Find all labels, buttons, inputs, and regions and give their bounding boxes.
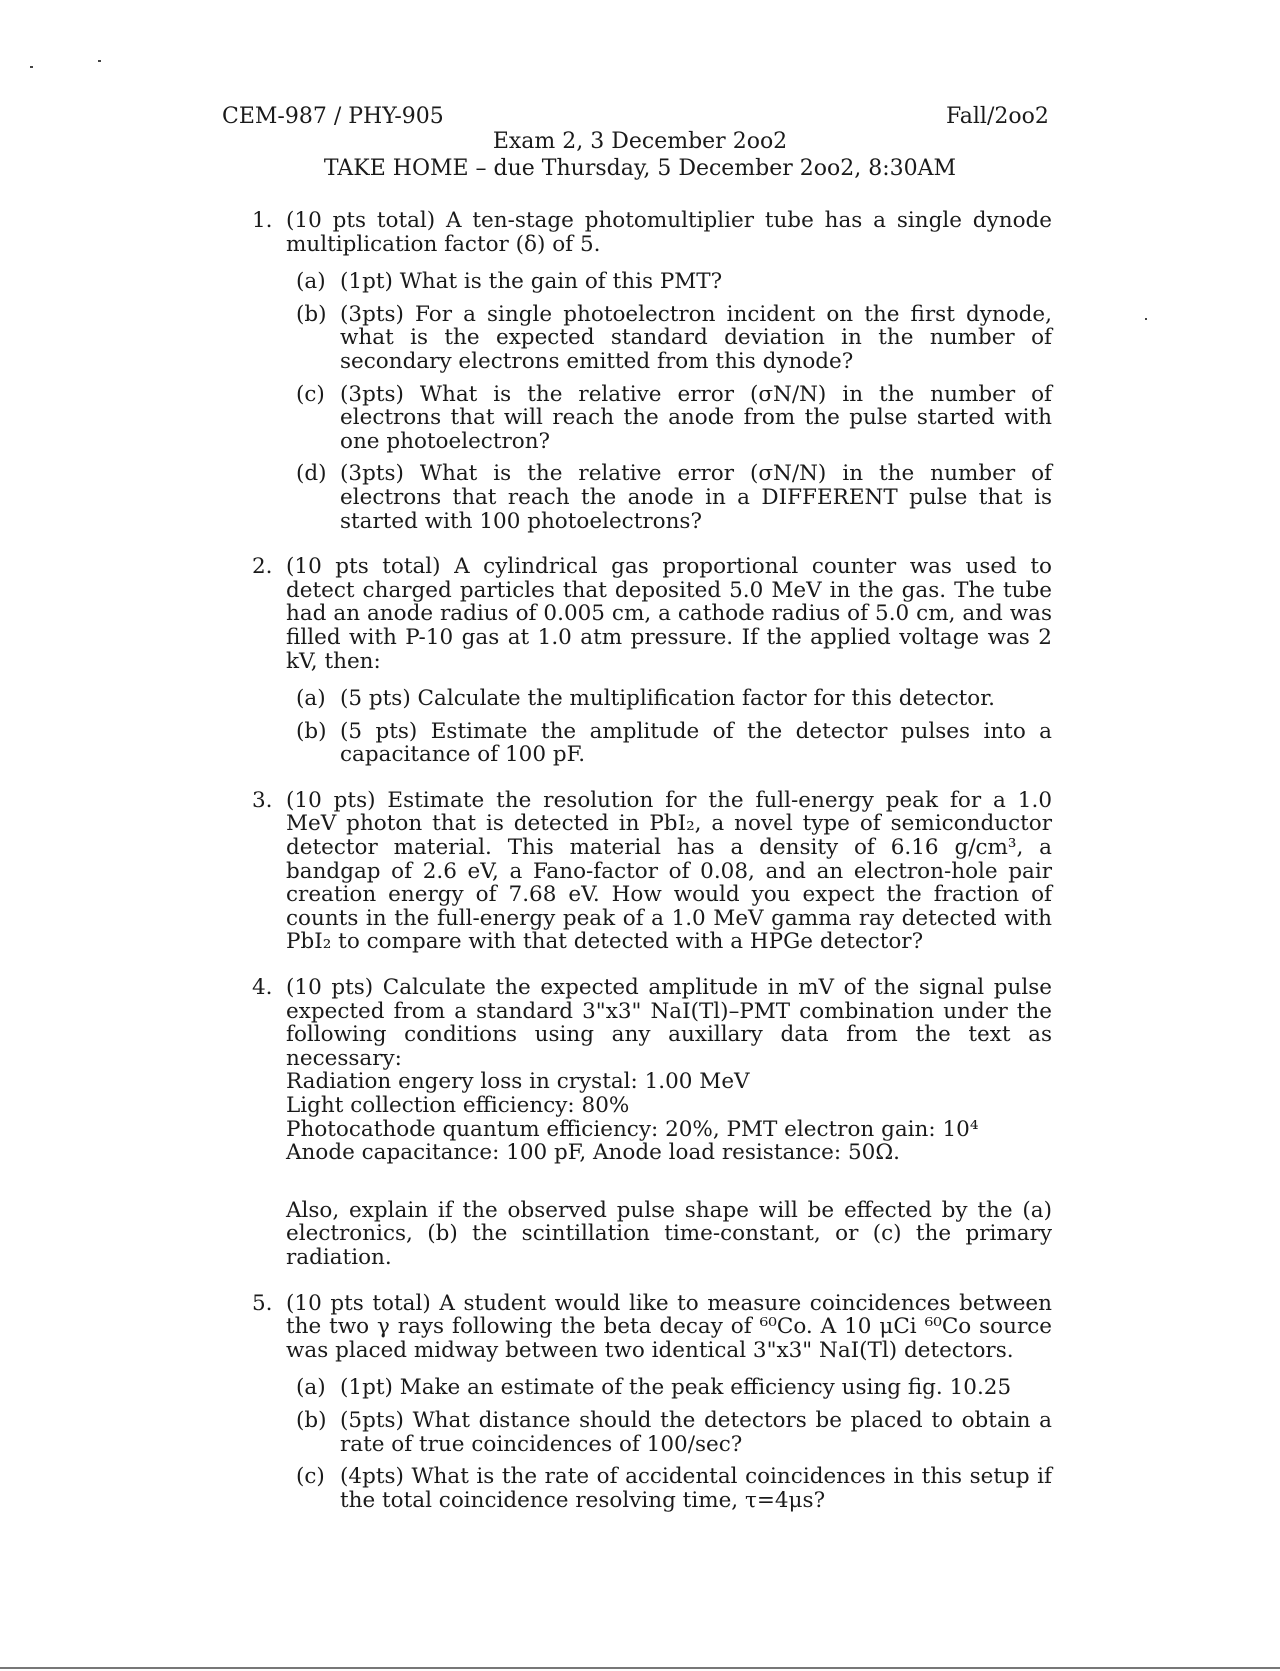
condition-anode: Anode capacitance: 100 pF, Anode load resistance: 50Ω. — [286, 1140, 900, 1166]
problem-text: (10 pts total) A ten-stage photomultiplier tube has a single dynode multiplication factor (δ) of 5. — [286, 208, 1052, 257]
scan-speck — [98, 60, 101, 62]
subquestion-5c — [296, 1465, 1052, 1512]
problem-4 — [252, 976, 1052, 1270]
subquestion-text: (3pts) For a single photoelectron incident on the first dynode, what is the expected standard deviation in the number of secondary electrons emitted from this dynode? — [340, 301, 1052, 374]
problem-text: (10 pts) Calculate the expected amplitude in mV of the signal pulse expected from a standard 3"x3" NaI(Tl)–PMT combination under the following conditions using any auxillary data from the text as necessary: — [286, 975, 1052, 1071]
subquestion-label: (b) — [296, 718, 327, 744]
subquestion-text: (1pt) Make an estimate of the peak efficiency using fig. 10.25 — [340, 1375, 1012, 1401]
problem-followup: Also, explain if the observed pulse shape will be effected by the (a) electronics, (b) the scintillation time-constant, or (c) the primary radiation. — [286, 1197, 1052, 1270]
subquestion-label: (c) — [296, 1464, 325, 1490]
subquestion-5a — [296, 1376, 1052, 1400]
condition-light-collection: Light collection efficiency: 80% — [286, 1093, 630, 1118]
subquestion-1d — [296, 462, 1052, 533]
problem-text: (10 pts total) A cylindrical gas proportional counter was used to detect charged particles that deposited 5.0 MeV in the gas. The tube had an anode radius of 0.005 cm, a cathode radius of 5.0 cm, and was filled with P-10 gas at 1.0 atm pressure. If the applied voltage was 2 kV, then: — [286, 554, 1052, 674]
problem-number: 5. — [252, 1290, 273, 1316]
problem-5 — [252, 1292, 1052, 1513]
problem-number: 1. — [252, 208, 273, 233]
subquestion-text: (5 pts) Estimate the amplitude of the detector pulses into a capacitance of 100 pF. — [340, 718, 1052, 768]
subquestion-label: (a) — [296, 1375, 326, 1401]
subquestion-text: (5 pts) Calculate the multiplification factor for this detector. — [340, 686, 995, 712]
subquestion-text: (4pts) What is the rate of accidental coincidences in this setup if the total coincidence resolving time, τ=4μs? — [340, 1464, 1052, 1513]
problem-number: 2. — [252, 554, 273, 580]
subquestion-label: (a) — [296, 686, 326, 712]
subquestion-list — [286, 1376, 1052, 1512]
exam-title: Exam 2, 3 December 2oo2 — [492, 129, 788, 154]
subquestion-2b — [296, 720, 1052, 767]
subquestion-1c — [296, 383, 1052, 454]
due-date-line: TAKE HOME – due Thursday, 5 December 2oo2, 8:30AM — [323, 156, 957, 181]
subquestion-2a — [296, 687, 1052, 711]
subquestion-label: (b) — [296, 301, 327, 327]
condition-quantum-efficiency: Photocathode quantum efficiency: 20%, PMT electron gain: 10⁴ — [286, 1116, 979, 1142]
scan-speck — [1145, 318, 1147, 320]
subquestion-text: (3pts) What is the relative error (σN/N) in the number of electrons that reach the anode in a DIFFERENT pulse that is started with 100 photoelectrons? — [340, 461, 1052, 534]
subquestion-list — [286, 270, 1052, 533]
subquestion-list — [286, 687, 1052, 767]
problem-number: 3. — [252, 787, 273, 813]
subquestion-1b — [296, 303, 1052, 374]
subquestion-5b — [296, 1409, 1052, 1456]
problem-list — [252, 209, 1052, 1534]
subquestion-1a — [296, 270, 1052, 294]
conditions-list — [286, 1070, 1052, 1164]
page-bottom-rule — [0, 1667, 1280, 1669]
course-code: CEM-987 / PHY-905 — [222, 104, 444, 129]
term: Fall/2oo2 — [946, 104, 1049, 129]
problem-3 — [252, 789, 1052, 954]
subquestion-label: (c) — [296, 381, 325, 407]
problem-number: 4. — [252, 975, 273, 1001]
condition-energy-loss: Radiation engery loss in crystal: 1.00 MeV — [286, 1069, 750, 1095]
subquestion-label: (d) — [296, 461, 327, 487]
problem-text: (10 pts total) A student would like to measure coincidences between the two γ rays following the beta decay of ⁶⁰Co. A 10 μCi ⁶⁰Co source was placed midway between two identical 3"x3" NaI(Tl) detectors. — [286, 1290, 1052, 1363]
problem-text: (10 pts) Estimate the resolution for the full-energy peak for a 1.0 MeV photon that is detected in PbI₂, a novel type of semiconductor detector material. This material has a density of 6.16 g/cm³, a bandgap of 2.6 eV, a Fano-factor of 0.08, and an electron-hole pair creation energy of 7.68 eV. How would you expect the fraction of counts in the full-energy peak of a 1.0 MeV gamma ray detected with PbI₂ to compare with that detected with a HPGe detector? — [286, 787, 1052, 955]
problem-1 — [252, 209, 1052, 533]
problem-2 — [252, 555, 1052, 767]
subquestion-text: (5pts) What distance should the detectors be placed to obtain a rate of true coincidences of 100/sec? — [340, 1407, 1052, 1457]
subquestion-text: (3pts) What is the relative error (σN/N) in the number of electrons that will reach the anode from the pulse started with one photoelectron? — [340, 381, 1052, 454]
scan-speck — [30, 66, 33, 68]
subquestion-label: (a) — [296, 269, 326, 295]
subquestion-label: (b) — [296, 1407, 327, 1433]
subquestion-text: (1pt) What is the gain of this PMT? — [340, 269, 723, 295]
